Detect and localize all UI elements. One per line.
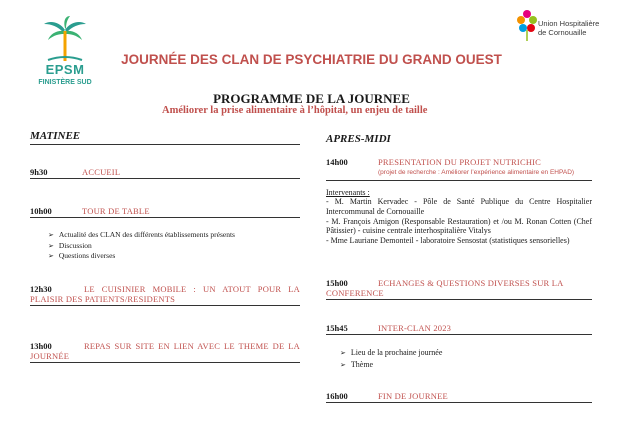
uhc-logo bbox=[516, 8, 616, 48]
afternoon-heading: APRES-MIDI bbox=[326, 133, 391, 145]
uhc-line1: Union Hospitalière bbox=[538, 19, 600, 28]
uhc-name bbox=[538, 19, 599, 37]
divider bbox=[326, 180, 592, 181]
schedule-slot bbox=[326, 391, 592, 403]
list-item: - M. Martin Kervadec - Pôle de Santé Publique du Centre Hospitalier Intercommunal de Cornouaille bbox=[326, 197, 592, 216]
slot-label: ACCUEIL bbox=[82, 167, 121, 177]
main-title: JOURNÉE DES CLAN DE PSYCHIATRIE DU GRAND OUEST bbox=[121, 52, 502, 67]
interclan-bullet-list bbox=[340, 347, 442, 371]
schedule-slot bbox=[30, 167, 300, 179]
morning-heading: MATINEE bbox=[30, 130, 300, 145]
schedule-slot bbox=[30, 341, 300, 363]
slot-time: 16h00 bbox=[326, 391, 348, 401]
list-item: ➢ Questions diverses bbox=[48, 251, 235, 262]
slot-label: INTER-CLAN 2023 bbox=[378, 323, 452, 333]
program-title: PROGRAMME DE LA JOURNEE bbox=[213, 91, 410, 106]
list-item: ➢ Actualité des CLAN des différents établissements présents bbox=[48, 230, 235, 241]
slot-label: PRESENTATION DU PROJET NUTRICHIC bbox=[378, 157, 542, 167]
slot-label: REPAS SUR SITE EN LIEN AVEC LE THEME DE LA JOURNÉE bbox=[30, 341, 300, 361]
epsm-name: EPSM bbox=[45, 62, 85, 77]
schedule-slot bbox=[326, 323, 592, 335]
slot-time: 9h30 bbox=[30, 167, 48, 177]
slot-label: LE CUISINIER MOBILE : UN ATOUT POUR LA PLAISIR DES PATIENTS/RESIDENTS bbox=[30, 284, 300, 304]
epsm-subtitle: FINISTÈRE SUD bbox=[38, 79, 92, 86]
schedule-slot bbox=[30, 206, 300, 218]
schedule-slot bbox=[326, 157, 592, 168]
list-item: ➢ Thème bbox=[340, 359, 442, 371]
slot-time: 13h00 bbox=[30, 341, 52, 351]
slot-time: 15h45 bbox=[326, 323, 348, 333]
slot-label: TOUR DE TABLE bbox=[82, 206, 150, 216]
project-note: (projet de recherche : Améliorer l’expérience alimentaire en EHPAD) bbox=[378, 169, 575, 176]
list-item: - M. François Amigon (Responsable Restauration) et /ou M. Ronan Cotten (Chef Pâtissier) - cuisine centrale interhospitalière Vitalys bbox=[326, 216, 592, 236]
slot-time: 10h00 bbox=[30, 206, 52, 216]
slot-label: FIN DE JOURNEE bbox=[378, 391, 448, 401]
slot-time: 15h00 bbox=[326, 278, 348, 288]
schedule-slot bbox=[326, 278, 592, 300]
program-subtitle: Améliorer la prise alimentaire à l’hôpital, un enjeu de taille bbox=[162, 105, 428, 116]
uhc-line2: de Cornouaille bbox=[538, 28, 587, 37]
slot-time: 14h00 bbox=[326, 157, 348, 167]
slot-label: ECHANGES & QUESTIONS DIVERSES SUR LA CONFERENCE bbox=[326, 278, 564, 298]
flower-icon bbox=[516, 8, 538, 42]
list-item: - Mme Lauriane Demonteil - laboratoire Sensostat (statistiques sensorielles) bbox=[326, 236, 570, 246]
slot-time: 12h30 bbox=[30, 284, 52, 294]
intervenants-list bbox=[326, 197, 592, 246]
list-item: ➢ Lieu de la prochaine journée bbox=[340, 347, 442, 359]
tour-bullet-list bbox=[48, 230, 235, 262]
intervenants-heading: Intervenants : bbox=[326, 188, 370, 197]
schedule-slot bbox=[30, 284, 300, 306]
list-item: ➢ Discussion bbox=[48, 241, 235, 252]
